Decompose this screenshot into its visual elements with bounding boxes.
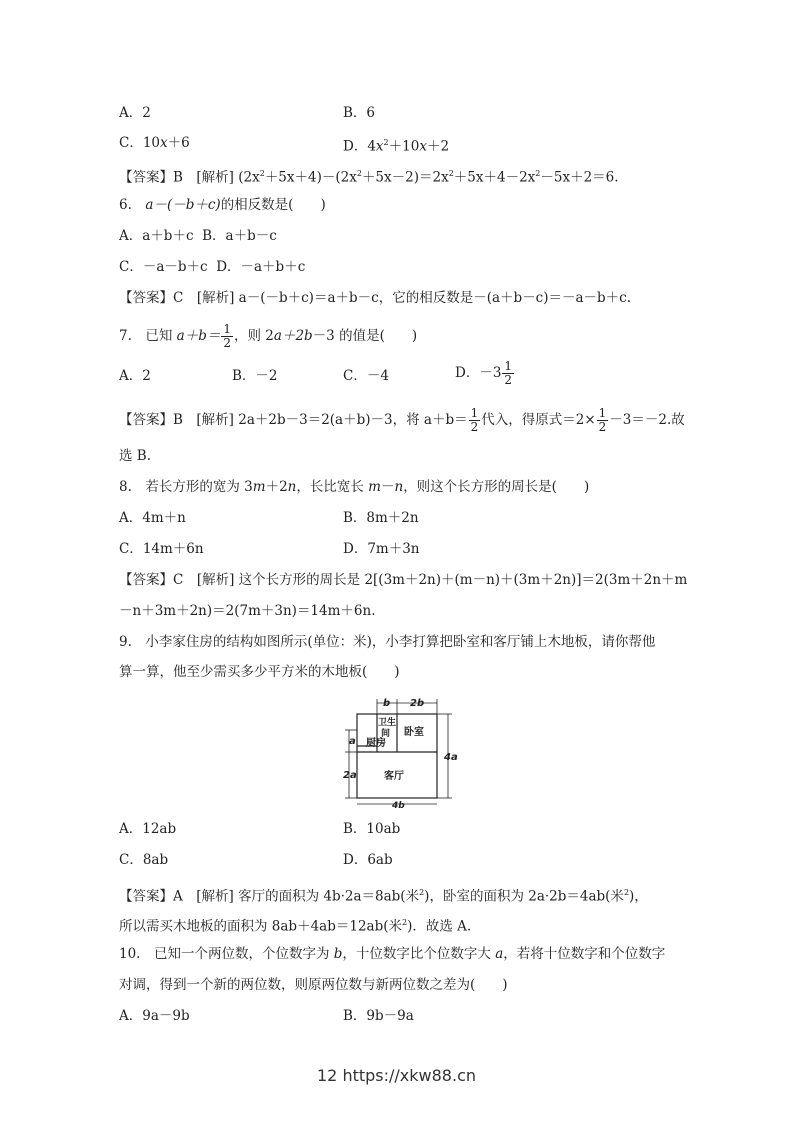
q10-stem-line1: 10. 已知一个两位数，个位数字为 b，十位数字比个位数字大 a，若将十位数字和个位数字 bbox=[119, 946, 666, 962]
q5-answer: 【答案】B [解析] $(2x^2+5x+4)-(2x^2+5x-2)=2x^2+5x+4-2x^2-5x+2=6$. bbox=[119, 169, 619, 186]
page-footer: 12 https://xkw88.cn bbox=[317, 1066, 476, 1085]
floor-plan-figure bbox=[340, 694, 460, 810]
q9-option-b: B．10ab bbox=[343, 821, 401, 837]
label-bathroom: 卫生 bbox=[378, 718, 397, 728]
q8-stem: 8. 若长方形的宽为 3m＋2n，长比宽长 m－n，则这个长方形的周长是( ) bbox=[119, 479, 590, 495]
q7-option-a: A．2 bbox=[119, 368, 151, 384]
q6-options-ab bbox=[119, 226, 277, 246]
q10-option-b: B．9b－9a bbox=[343, 1008, 414, 1024]
q5-option-d: D．$4x^2+10x+2$ bbox=[343, 138, 450, 155]
q5-option-b: B．6 bbox=[343, 105, 376, 121]
q7-fraction: $\frac{1}{2}$ bbox=[223, 322, 232, 350]
q6-option-b: B．a＋b－c bbox=[202, 228, 277, 244]
label-bedroom: 卧室 bbox=[404, 727, 424, 738]
q8-option-d: D．7m＋3n bbox=[343, 541, 420, 557]
label-bathroom-2: 间 bbox=[381, 729, 391, 739]
q5-option-a: A．2 bbox=[119, 105, 151, 121]
label-a: a bbox=[349, 736, 356, 747]
q9-stem-line1: 9. 小李家住房的结构如图所示(单位：米)，小李打算把卧室和客厅铺上木地板，请你帮他 bbox=[119, 634, 656, 650]
q9-option-c: C．8ab bbox=[119, 852, 169, 868]
q8-answer-cont: －n＋3m＋2n)＝2(7m＋3n)＝14m＋6n. bbox=[119, 603, 376, 619]
q6-option-a: A．a＋b＋c bbox=[119, 228, 194, 244]
label-b: b bbox=[383, 698, 391, 709]
label-living-room: 客厅 bbox=[384, 771, 404, 782]
label-2b: 2b bbox=[410, 698, 425, 709]
q8-option-a: A．4m＋n bbox=[119, 510, 186, 526]
q5-option-c: C．10x＋6 bbox=[119, 135, 190, 151]
q9-answer-cont: 所以需买木地板的面积为 8ab＋4ab＝12ab(米$^2$)．故选 A. bbox=[119, 918, 472, 935]
label-kitchen: 厨房 bbox=[366, 738, 386, 749]
label-2a: 2a bbox=[343, 770, 357, 781]
q8-answer: 【答案】C [解析] 这个长方形的周长是 2[(3m＋2n)＋(m－n)＋(3m＋2n)]＝2(3m＋2n＋m bbox=[119, 572, 688, 588]
q9-option-d: D．6ab bbox=[343, 852, 393, 868]
label-4a: 4a bbox=[444, 752, 458, 763]
q7-answer: 【答案】B [解析] 2a＋2b－3＝2(a＋b)－3，将 a＋b＝ $\frac{1}{2}$ 代入，得原式＝2× $\frac{1}{2}$ －3＝－2.故 bbox=[119, 406, 685, 434]
q7-stem: 7. 已知 a＋b＝ $\frac{1}{2}$ ，则 2a＋2b－3 的值是( ) bbox=[119, 322, 418, 350]
q6-stem: 6. a－(－b＋c)的相反数是( ) bbox=[119, 197, 326, 213]
q7-option-d: D．－3 $\frac{1}{2}$ bbox=[455, 359, 513, 387]
q9-option-a: A．12ab bbox=[119, 821, 177, 837]
q8-option-c: C．14m＋6n bbox=[119, 541, 204, 557]
q6-option-d: D．－a＋b＋c bbox=[216, 259, 306, 275]
q10-option-a: A．9a－9b bbox=[119, 1008, 190, 1024]
q6-options-cd bbox=[119, 257, 305, 277]
q9-stem-line2: 算一算，他至少需买多少平方米的木地板( ) bbox=[119, 664, 400, 680]
q8-option-b: B．8m＋2n bbox=[343, 510, 419, 526]
q7-option-c: C．－4 bbox=[343, 368, 389, 384]
q6-option-c: C．－a－b＋c bbox=[119, 259, 208, 275]
q6-answer: 【答案】C [解析] a－(－b＋c)＝a＋b－c，它的相反数是－(a＋b－c)＝－a－b＋c. bbox=[119, 290, 632, 306]
label-4b: 4b bbox=[392, 801, 405, 810]
q10-stem-line2: 对调，得到一个新的两位数，则原两位数与新两位数之差为( ) bbox=[119, 977, 508, 993]
q9-answer: 【答案】A [解析] 客厅的面积为 4b·2a＝8ab(米$^2$)，卧室的面积为 2a·2b＝4ab(米$^2$)， bbox=[119, 888, 648, 905]
q7-answer-cont: 选 B. bbox=[119, 448, 152, 464]
q7-option-b: B．－2 bbox=[232, 368, 278, 384]
